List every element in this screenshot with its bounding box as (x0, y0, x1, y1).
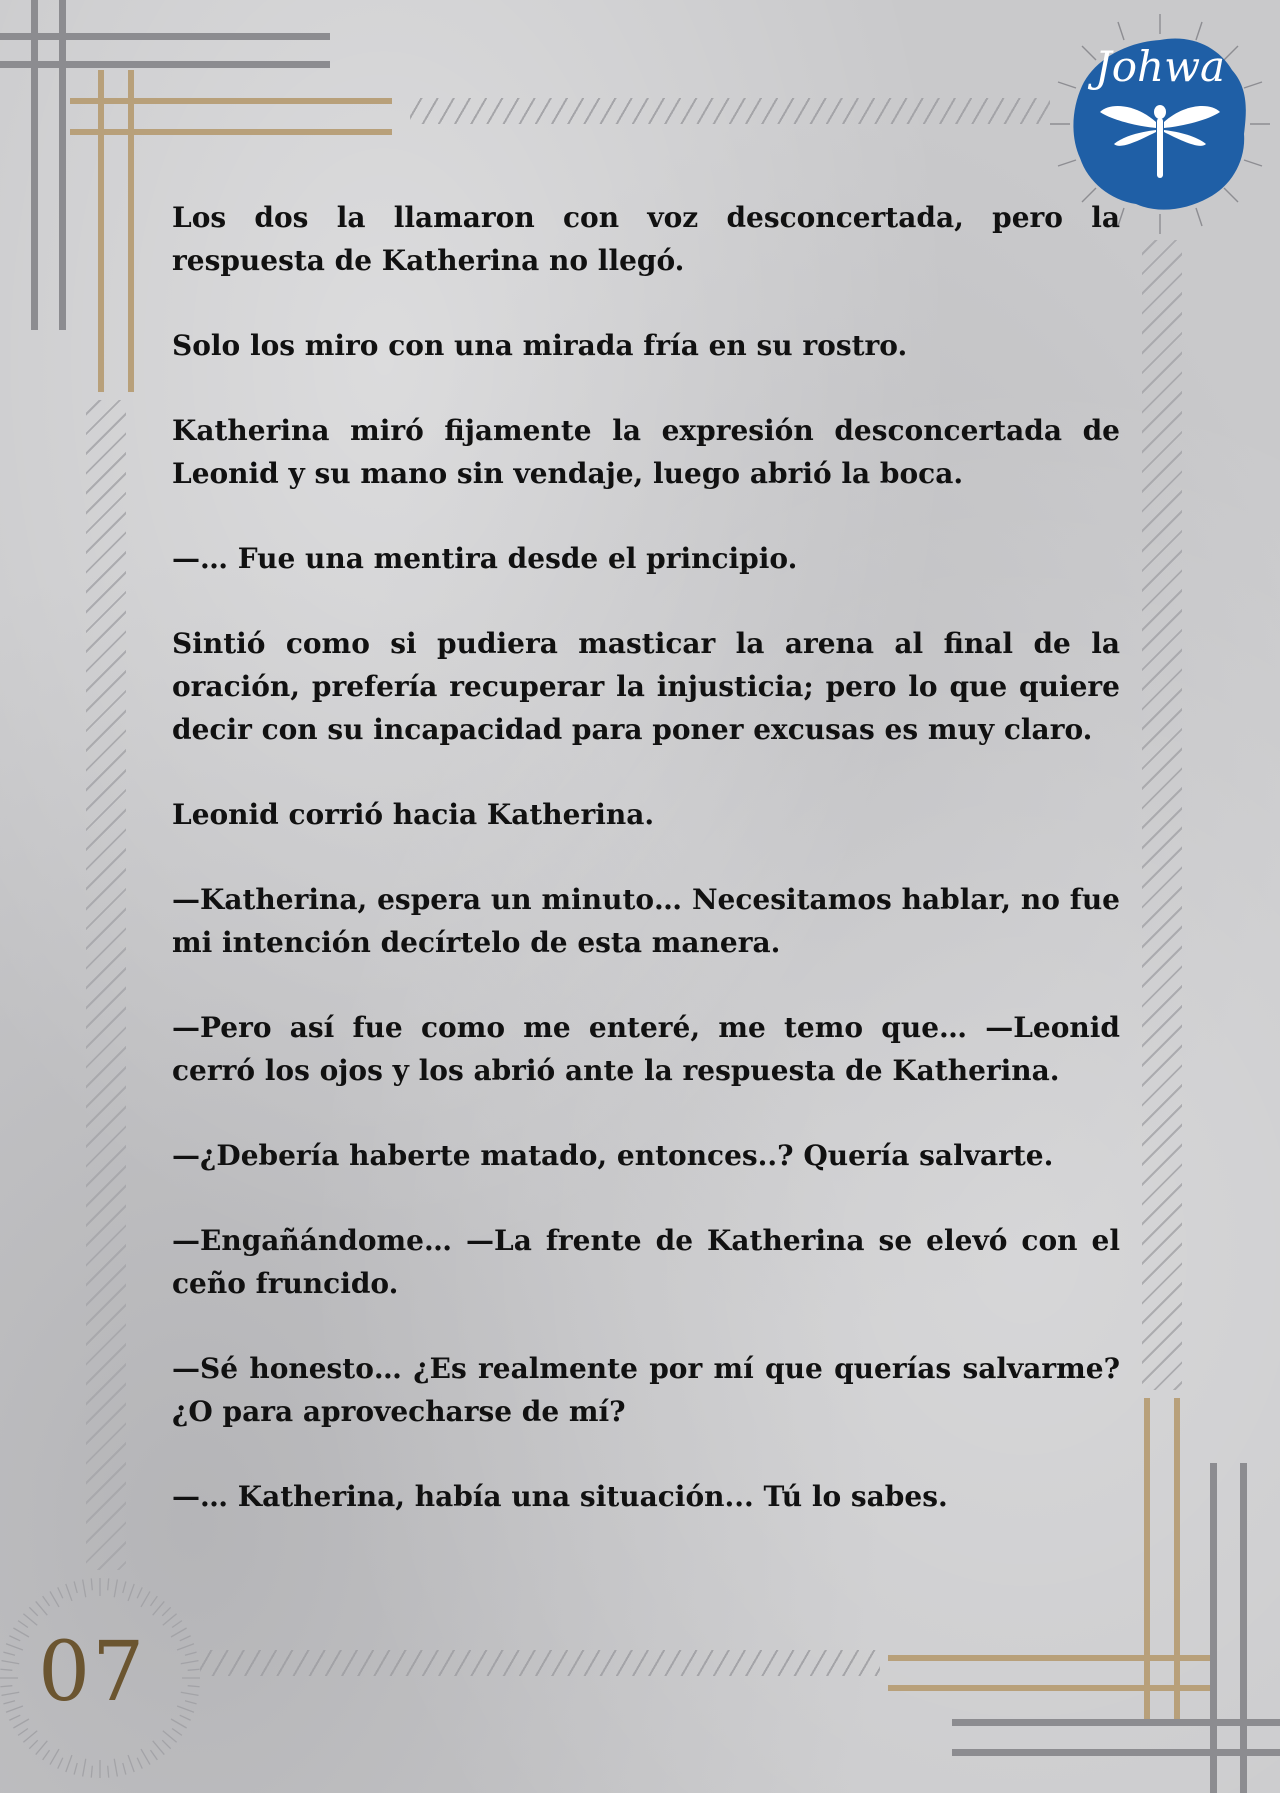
ring-tick (172, 1621, 182, 1628)
ring-tick (91, 1766, 92, 1778)
ring-tick (114, 1580, 117, 1598)
ring-tick (29, 1740, 37, 1748)
ring-tick (91, 1578, 92, 1590)
ring-tick (18, 1621, 28, 1628)
ring-tick (43, 1596, 50, 1606)
paragraph: Solo los miro con una mirada fría en su rostro. (172, 329, 908, 362)
paragraph: Leonid corrió hacia Katherina. (172, 798, 655, 831)
ring-tick (137, 1587, 142, 1598)
ring-tick (50, 1749, 59, 1765)
ring-tick (13, 1628, 29, 1637)
ring-tick (50, 1591, 59, 1607)
ring-tick (9, 1715, 20, 1720)
ring-tick (137, 1758, 142, 1769)
paragraph: —Katherina, espera un minuto… Necesitamos hablar, no fue mi intención decírtelo de esta manera. (172, 883, 1120, 959)
ring-tick (36, 1741, 48, 1755)
ring-tick (36, 1601, 48, 1615)
hatch-border-bottom (200, 1650, 880, 1676)
ring-tick (23, 1731, 37, 1743)
paragraph: Sintió como si pudiera masticar la arena al final de la oración, prefería recuperar la injusticia; pero lo que quiere decir con su incapacidad para poner excusas es muy claro. (172, 627, 1120, 746)
ring-tick (171, 1719, 187, 1728)
ring-tick (83, 1759, 86, 1777)
ring-tick (163, 1614, 177, 1626)
ring-tick (128, 1584, 134, 1601)
ring-tick (162, 1607, 170, 1615)
ring-tick (185, 1701, 197, 1704)
ring-tick (3, 1701, 15, 1704)
paragraph: —… Katherina, había una situación... Tú lo sabes. (172, 1480, 948, 1513)
ring-tick (181, 1692, 199, 1695)
hatch-border-left (86, 400, 126, 1570)
ring-tick (180, 1715, 191, 1720)
paragraph: —Sé honesto… ¿Es realmente por mí que querías salvarme? ¿O para aprovecharse de mí? (172, 1352, 1120, 1428)
ring-tick (74, 1581, 77, 1593)
ring-tick (162, 1740, 170, 1748)
ring-tick (188, 1686, 200, 1687)
ring-tick (114, 1759, 117, 1777)
ring-tick (185, 1652, 197, 1655)
ring-tick (171, 1628, 187, 1637)
ring-tick (188, 1669, 200, 1670)
ring-tick (13, 1719, 29, 1728)
ring-tick (74, 1763, 77, 1775)
ring-tick (123, 1763, 126, 1775)
ring-tick (66, 1755, 72, 1772)
hatch-border-top (410, 98, 1050, 124)
ring-tick (83, 1580, 86, 1598)
ring-tick (6, 1644, 23, 1650)
ring-tick (18, 1728, 28, 1735)
ring-tick (180, 1636, 191, 1641)
ring-tick (177, 1706, 194, 1712)
ring-tick (2, 1661, 20, 1664)
paragraph: Los dos la llamaron con voz desconcertada, pero la respuesta de Katherina no llegó. (172, 201, 1120, 277)
ring-tick (43, 1750, 50, 1760)
ring-tick (23, 1614, 37, 1626)
ring-tick (150, 1750, 157, 1760)
ring-tick (153, 1741, 165, 1755)
ring-tick (108, 1766, 109, 1778)
story-text (172, 196, 1120, 1560)
ring-tick (177, 1644, 194, 1650)
ring-tick (172, 1728, 182, 1735)
ring-tick (181, 1661, 199, 1664)
ring-tick (163, 1731, 177, 1743)
ring-tick (58, 1758, 63, 1769)
ring-tick (153, 1601, 165, 1615)
ring-tick (9, 1636, 20, 1641)
logo-text: Johwa (1094, 42, 1226, 91)
ring-tick (128, 1755, 134, 1772)
hatch-border-right (1142, 240, 1182, 1390)
ring-tick (123, 1581, 126, 1593)
paragraph: —… Fue una mentira desde el principio. (172, 542, 798, 575)
paragraph: —Engañándome… —La frente de Katherina se elevó con el ceño fruncido. (172, 1224, 1120, 1300)
ring-tick (0, 1686, 12, 1687)
ring-tick (3, 1652, 15, 1655)
paragraph: Katherina miró fijamente la expresión desconcertada de Leonid y su mano sin vendaje, luego abrió la boca. (172, 414, 1120, 490)
ring-tick (29, 1607, 37, 1615)
ring-tick (150, 1596, 157, 1606)
ring-tick (108, 1578, 109, 1590)
ring-tick (141, 1591, 150, 1607)
ring-tick (141, 1749, 150, 1765)
paragraph: —¿Debería haberte matado, entonces..? Quería salvarte. (172, 1139, 1054, 1172)
paragraph: —Pero así fue como me enteré, me temo que… —Leonid cerró los ojos y los abrió ante la respuesta de Katherina. (172, 1011, 1120, 1087)
ring-tick (0, 1669, 12, 1670)
ring-tick (66, 1584, 72, 1601)
ring-tick (2, 1692, 20, 1695)
ring-tick (6, 1706, 23, 1712)
ring-tick (58, 1587, 63, 1598)
page-number: 07 (38, 1625, 147, 1720)
